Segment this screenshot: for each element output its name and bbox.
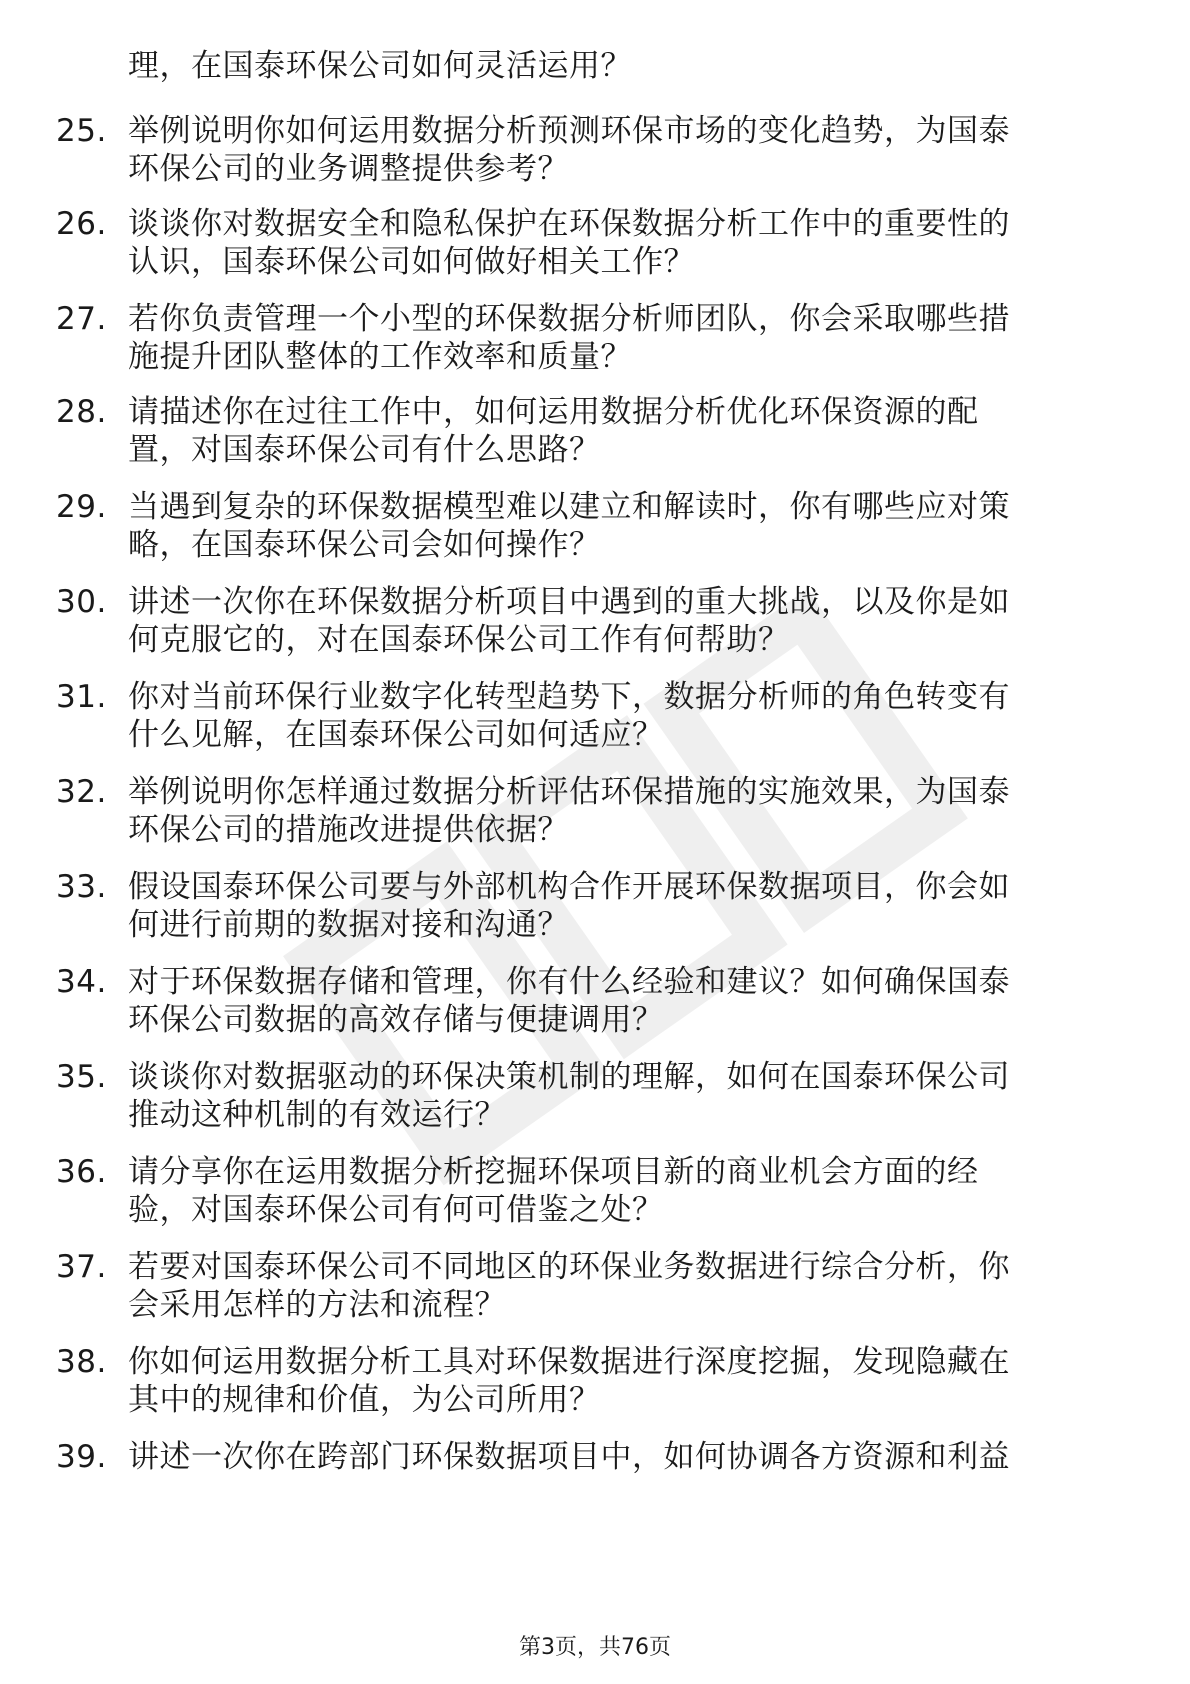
item-text-line: 环保公司数据的高效存储与便捷调用？ — [128, 1002, 664, 1038]
page-footer: 第3页，共76页 — [519, 1635, 671, 1660]
item-text-line: 略，在国泰环保公司会如何操作？ — [128, 527, 601, 563]
item-text-line: 验，对国泰环保公司有何可借鉴之处？ — [128, 1192, 664, 1228]
item-text-line: 什么见解，在国泰环保公司如何适应？ — [128, 717, 664, 753]
item-text-line: 推动这种机制的有效运行？ — [128, 1097, 506, 1133]
item-number: 30. — [56, 584, 107, 620]
item-text-line: 施提升团队整体的工作效率和质量？ — [128, 339, 632, 375]
item-text-line: 理，在国泰环保公司如何灵活运用？ — [128, 48, 632, 84]
item-text-line: 请描述你在过往工作中，如何运用数据分析优化环保资源的配 — [128, 394, 979, 430]
item-number: 28. — [56, 394, 107, 430]
item-text-line: 环保公司的措施改进提供依据？ — [128, 812, 569, 848]
item-text-line: 认识，国泰环保公司如何做好相关工作？ — [128, 244, 695, 280]
item-text-line: 谈谈你对数据安全和隐私保护在环保数据分析工作中的重要性的 — [128, 206, 1010, 242]
item-text-line: 对于环保数据存储和管理，你有什么经验和建议？如何确保国泰 — [128, 964, 1010, 1000]
item-text-line: 请分享你在运用数据分析挖掘环保项目新的商业机会方面的经 — [128, 1154, 979, 1190]
item-text-line: 何进行前期的数据对接和沟通？ — [128, 907, 569, 943]
item-text-line: 举例说明你怎样通过数据分析评估环保措施的实施效果，为国泰 — [128, 774, 1010, 810]
item-number: 33. — [56, 869, 107, 905]
item-text-line: 讲述一次你在跨部门环保数据项目中，如何协调各方资源和利益 — [128, 1439, 1010, 1475]
item-number: 35. — [56, 1059, 107, 1095]
item-text-line: 举例说明你如何运用数据分析预测环保市场的变化趋势，为国泰 — [128, 113, 1010, 149]
item-number: 29. — [56, 489, 107, 525]
item-text-line: 环保公司的业务调整提供参考？ — [128, 151, 569, 187]
item-text-line: 当遇到复杂的环保数据模型难以建立和解读时，你有哪些应对策 — [128, 489, 1010, 525]
item-text-line: 谈谈你对数据驱动的环保决策机制的理解，如何在国泰环保公司 — [128, 1059, 1010, 1095]
item-number: 38. — [56, 1344, 107, 1380]
item-number: 39. — [56, 1439, 107, 1475]
item-text-line: 置，对国泰环保公司有什么思路？ — [128, 432, 601, 468]
item-number: 31. — [56, 679, 107, 715]
item-number: 37. — [56, 1249, 107, 1285]
item-text-line: 若你负责管理一个小型的环保数据分析师团队，你会采取哪些措 — [128, 301, 1010, 337]
item-number: 34. — [56, 964, 107, 1000]
item-number: 36. — [56, 1154, 107, 1190]
item-text-line: 若要对国泰环保公司不同地区的环保业务数据进行综合分析，你 — [128, 1249, 1010, 1285]
item-text-line: 其中的规律和价值，为公司所用？ — [128, 1382, 601, 1418]
item-number: 27. — [56, 301, 107, 337]
item-text-line: 你对当前环保行业数字化转型趋势下，数据分析师的角色转变有 — [128, 679, 1010, 715]
item-text-line: 会采用怎样的方法和流程？ — [128, 1287, 506, 1323]
item-text-line: 讲述一次你在环保数据分析项目中遇到的重大挑战，以及你是如 — [128, 584, 1010, 620]
item-text-line: 何克服它的，对在国泰环保公司工作有何帮助？ — [128, 622, 790, 658]
item-number: 26. — [56, 206, 107, 242]
item-text-line: 假设国泰环保公司要与外部机构合作开展环保数据项目，你会如 — [128, 869, 1010, 905]
item-text-line: 你如何运用数据分析工具对环保数据进行深度挖掘，发现隐藏在 — [128, 1344, 1010, 1380]
item-number: 32. — [56, 774, 107, 810]
item-number: 25. — [56, 113, 107, 149]
